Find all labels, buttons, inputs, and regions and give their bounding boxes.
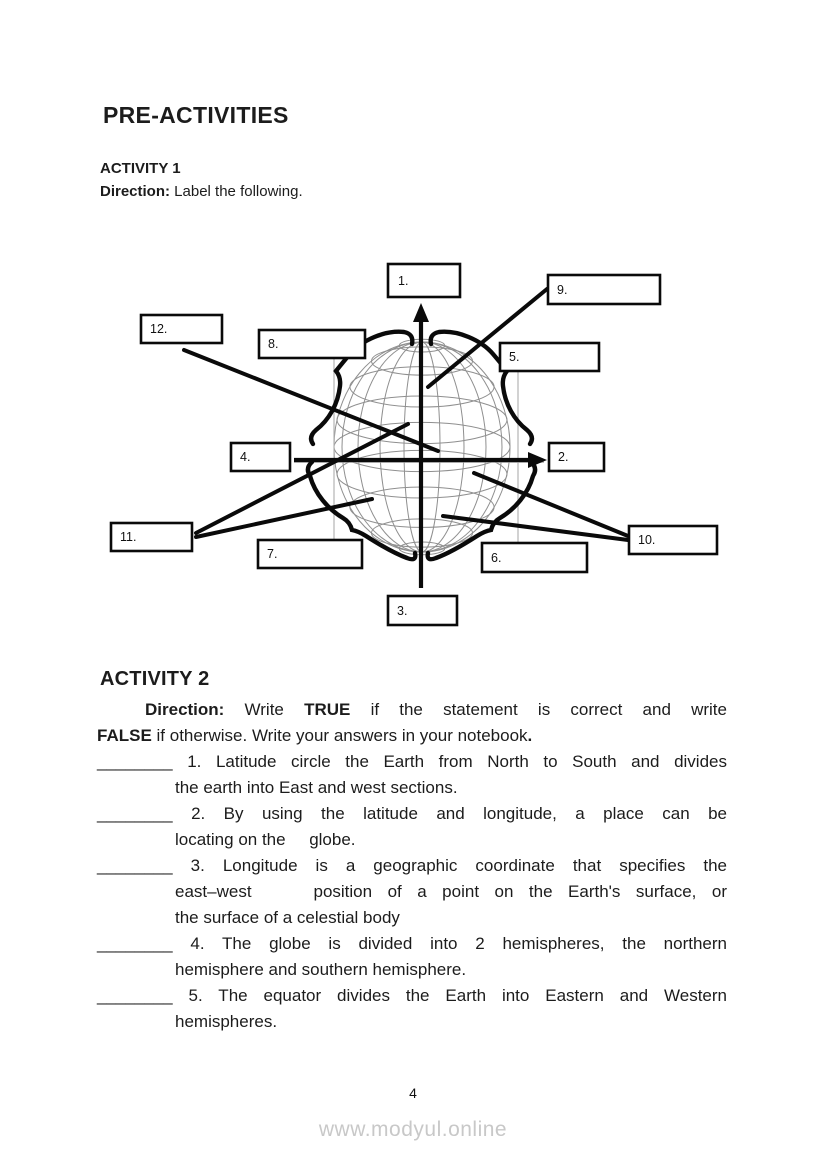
pointer-line-10a — [474, 473, 628, 536]
activity1-direction-text: Label the following. — [170, 183, 303, 200]
statement-4-text: 4. The globe is divided into 2 hemispheres, the northern — [172, 934, 727, 953]
answer-blank-4[interactable]: ________ — [97, 934, 173, 953]
label-box-11[interactable] — [111, 523, 192, 551]
footer-url: www.modyul.online — [318, 1118, 508, 1141]
activity2-true-word: TRUE — [304, 700, 351, 719]
label-box-10-number: 10. — [638, 533, 656, 547]
statement-2-line-1 — [97, 801, 727, 827]
label-box-4[interactable] — [231, 443, 290, 471]
label-box-7-number: 7. — [267, 547, 278, 561]
answer-blank-2[interactable]: ________ — [97, 804, 173, 823]
answer-blank-1[interactable]: ________ — [97, 752, 173, 771]
statement-3-text: 3. Longitude is a geographic coordinate that specifies the — [172, 856, 727, 875]
statement-3-text-cont-a: east–west position of a point on the Earth's surface, or — [175, 882, 727, 901]
label-box-12-number: 12. — [150, 322, 168, 336]
label-box-12[interactable] — [141, 315, 222, 343]
statement-5-text: 5. The equator divides the Earth into Eastern and Western — [172, 986, 727, 1005]
label-pointer-lines — [184, 289, 628, 540]
label-boxes — [111, 264, 717, 625]
statement-2-text-cont: locating on the globe. — [175, 830, 356, 849]
statement-3-line-1 — [97, 853, 727, 879]
statement-5-line-2 — [97, 1009, 727, 1035]
label-box-6[interactable] — [482, 543, 587, 572]
page-title: PRE-ACTIVITIES — [103, 102, 289, 128]
activity1-direction-label: Direction: — [100, 183, 171, 200]
statement-3-line-3 — [97, 905, 727, 931]
statement-5-line-1 — [97, 983, 727, 1009]
answer-blank-3[interactable]: ________ — [97, 856, 173, 875]
statement-3-text-cont-b: the surface of a celestial body — [175, 908, 400, 927]
statement-1-text-cont: the earth into East and west sections. — [175, 778, 458, 797]
label-box-4-number: 4. — [240, 450, 251, 464]
horizontal-axis-arrowhead — [528, 452, 547, 468]
label-box-8-number: 8. — [268, 337, 279, 351]
statement-4-text-cont: hemisphere and southern hemisphere. — [175, 960, 467, 979]
activity2-direction-text-b: if the statement is correct and write — [350, 700, 727, 719]
label-box-3[interactable] — [388, 596, 457, 625]
label-box-9[interactable] — [548, 275, 660, 304]
answer-blank-5[interactable]: ________ — [97, 986, 173, 1005]
label-box-10[interactable] — [629, 526, 717, 554]
label-box-2-number: 2. — [558, 450, 569, 464]
label-box-7[interactable] — [258, 540, 362, 568]
activity2-false-word: FALSE — [97, 726, 152, 745]
activity2-heading: ACTIVITY 2 — [100, 668, 210, 690]
activity2-direction-text-a: Write — [224, 700, 305, 719]
activity1-heading: ACTIVITY 1 — [100, 160, 181, 177]
statement-5-text-cont: hemispheres. — [175, 1012, 278, 1031]
page-number: 4 — [409, 1085, 417, 1101]
label-box-8[interactable] — [259, 330, 365, 358]
label-box-5-number: 5. — [509, 350, 520, 364]
statement-4-line-2 — [97, 957, 727, 983]
vertical-axis-arrowhead — [413, 303, 429, 322]
label-box-1-number: 1. — [398, 274, 409, 288]
activity2-direction-period: . — [527, 726, 533, 745]
statement-1-line-1 — [97, 749, 727, 775]
statement-1-line-2 — [97, 775, 727, 801]
label-box-2[interactable] — [549, 443, 604, 471]
label-box-1[interactable] — [388, 264, 460, 297]
statement-3-line-2 — [97, 879, 727, 905]
label-box-3-number: 3. — [397, 604, 408, 618]
activity2-text-block — [97, 697, 727, 1035]
activity2-direction-line2 — [97, 723, 727, 749]
label-box-9-number: 9. — [557, 283, 568, 297]
label-box-6-number: 6. — [491, 551, 502, 565]
activity2-direction-text-c: if otherwise. Write your answers in your notebook — [151, 726, 528, 745]
label-box-5[interactable] — [500, 343, 599, 371]
statement-4-line-1 — [97, 931, 727, 957]
statement-1-text: 1. Latitude circle the Earth from North to South and divides — [172, 752, 727, 771]
activity2-direction-line1 — [97, 697, 727, 723]
statement-2-text: 2. By using the latitude and longitude, a place can be — [172, 804, 727, 823]
statement-2-line-2 — [97, 827, 727, 853]
label-box-11-number: 11. — [120, 530, 137, 544]
activity2-direction-label: Direction: — [145, 700, 225, 719]
pointer-line-11a — [196, 424, 408, 533]
